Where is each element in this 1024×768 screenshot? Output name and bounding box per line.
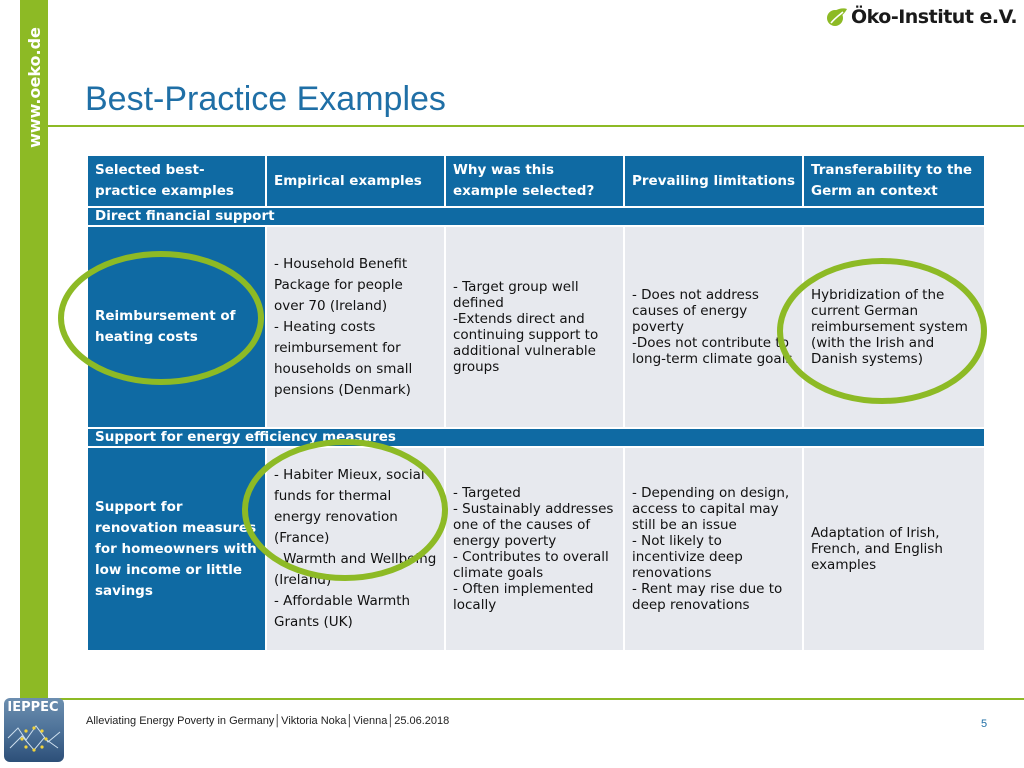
why-text: - Target group well defined -Extends direct and continuing support to additional vulnerable groups [453, 279, 599, 375]
leaf-icon [826, 7, 848, 27]
section-row-energy-efficiency [87, 428, 985, 447]
why-cell [445, 226, 624, 428]
ieppec-text: IEPPEC [7, 700, 59, 715]
transferability-text: Hybridization of the current German reimbursement system (with the Irish and Danish systems) [811, 287, 968, 367]
section-label: Support for energy efficiency measures [87, 428, 985, 447]
best-practice-table [86, 154, 986, 652]
section-row-direct-financial-support [87, 207, 985, 226]
transferability-cell [803, 447, 985, 651]
examples-text: - Household Benefit Package for people over 70 (Ireland) - Heating costs reimbursement for households on small pensions (Denmark) [274, 255, 413, 398]
table-row [87, 447, 985, 651]
examples-cell [266, 447, 445, 651]
why-text: - Targeted - Sustainably addresses one of the causes of energy poverty - Contributes to overall climate goals - Often implemented locally [453, 485, 614, 613]
limitations-text: - Does not address causes of energy poverty -Does not contribute to long-term climate goals [632, 287, 793, 367]
measure-cell: Reimbursement of heating costs [87, 226, 266, 428]
ieppec-logo [2, 698, 64, 766]
col-header-best-practice: Selected best-practice examples [87, 155, 266, 207]
examples-text: - Habiter Mieux, social funds for thermal energy renovation (France) - Warmth and Wellbeing (Ireland) - Affordable Warmth Grants (UK) [274, 467, 437, 630]
transferability-cell [803, 226, 985, 428]
section-label: Direct financial support [87, 207, 985, 226]
table-row [87, 226, 985, 428]
page-number: 5 [981, 718, 988, 730]
page-title: Best-Practice Examples [85, 80, 446, 118]
col-header-empirical-examples: Empirical examples [266, 155, 445, 207]
limitations-cell [624, 447, 803, 651]
website-url-text: www.oeko.de [24, 27, 44, 148]
examples-cell [266, 226, 445, 428]
table-header-row [87, 155, 985, 207]
col-header-limitations: Prevailing limitations [624, 155, 803, 207]
footer-citation: Alleviating Energy Poverty in Germany│Viktoria Noka│Vienna│25.06.2018 [86, 715, 450, 727]
measure-cell: Support for renovation measures for homeowners with low income or little savings [87, 447, 266, 651]
col-header-why-selected: Why was this example selected? [445, 155, 624, 207]
logo-text: Öko-Institut e.V. [851, 6, 1018, 28]
title-divider [48, 125, 1024, 127]
transferability-text: Adaptation of Irish, French, and English examples [811, 525, 943, 573]
why-cell [445, 447, 624, 651]
limitations-text: - Depending on design, access to capital may still be an issue - Not likely to incentivize deep renovations - Rent may rise due to deep renovations [632, 485, 790, 613]
website-url [20, 0, 48, 175]
limitations-cell [624, 226, 803, 428]
col-header-transferability: Transferability to the Germ an context [803, 155, 985, 207]
footer-divider [48, 698, 1024, 700]
oeko-institut-logo [826, 6, 1017, 28]
